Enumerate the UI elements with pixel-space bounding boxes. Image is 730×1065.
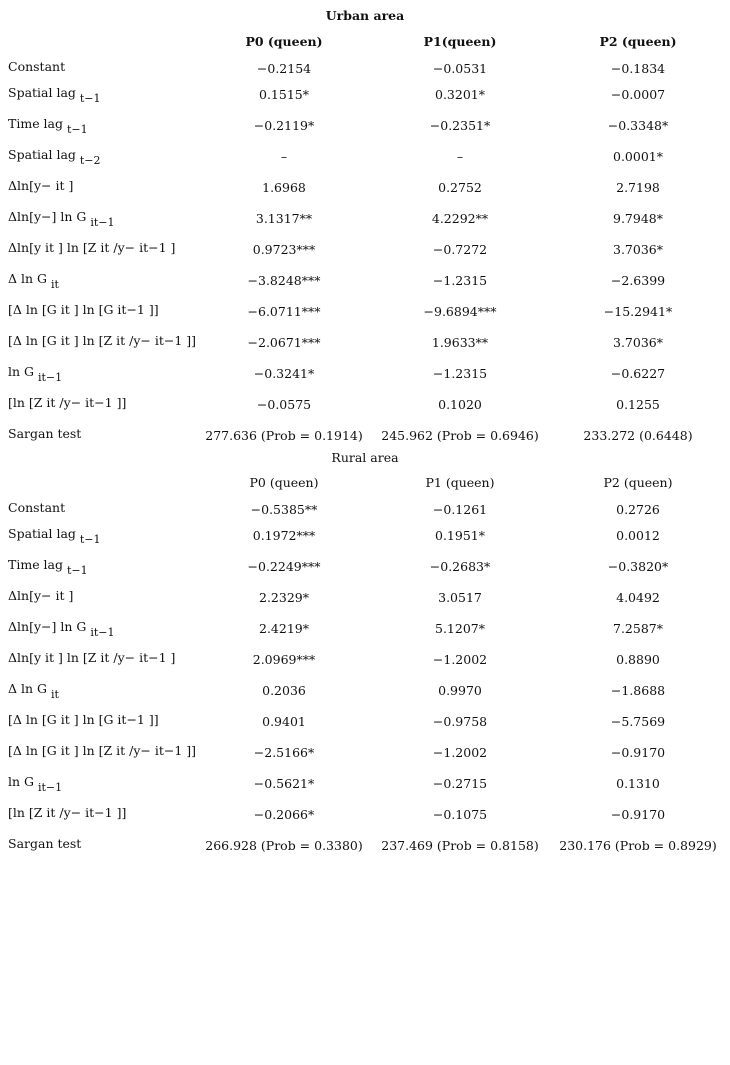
table-cell: 2.2329* [259, 590, 309, 605]
table-cell: −0.2715 [432, 776, 488, 791]
row-label [8, 650, 175, 670]
row-label-text: Sargan test [8, 836, 82, 851]
table-cell: 0.1310 [616, 776, 660, 791]
row-label-text: Δln[y−] ln G [8, 619, 91, 634]
row-label [8, 681, 59, 701]
table-cell: 0.2752 [438, 180, 482, 195]
table-cell: −0.0575 [256, 397, 312, 412]
row-label-text: Constant [8, 59, 66, 74]
table-cell: 0.1972*** [252, 528, 316, 543]
table-cell: 233.272 (0.6448) [583, 428, 693, 443]
table-cell: 3.7036* [613, 242, 663, 257]
row-label-text: Δ ln G [8, 271, 51, 286]
row-label-text: [Δ ln [G it ] ln [G it−1 ]] [8, 302, 159, 317]
table-cell: 9.7948* [613, 211, 663, 226]
table-row [0, 240, 730, 262]
row-label [8, 178, 73, 198]
row-label [8, 500, 65, 520]
table-cell: −0.9758 [432, 714, 488, 729]
row-label-subscript: it−1 [37, 781, 63, 794]
table-cell: −0.7272 [432, 242, 488, 257]
row-label [8, 774, 62, 794]
row-label [8, 526, 101, 546]
row-label [8, 333, 196, 353]
row-label-text: Δln[y−] ln G [8, 209, 91, 224]
row-label-subscript: it−1 [90, 626, 115, 639]
table-cell: 0.3201* [435, 87, 485, 102]
rural-header-p0: P0 (queen) [249, 475, 319, 490]
rural-header-p1: P1 (queen) [425, 475, 495, 490]
table-cell: −0.1075 [432, 807, 488, 822]
table-row [0, 681, 730, 703]
row-label [8, 712, 159, 732]
rural-header-p2: P2 (queen) [603, 475, 673, 490]
table-cell: 2.4219* [259, 621, 309, 636]
table-row [0, 59, 730, 81]
row-label [8, 59, 65, 79]
table-row [0, 333, 730, 355]
table-cell: – [280, 149, 288, 164]
row-label [8, 743, 196, 763]
row-label-text: Sargan test [8, 426, 82, 441]
row-label [8, 619, 114, 639]
table-cell: 1.9633** [431, 335, 489, 350]
table-row [0, 147, 730, 169]
table-cell: 245.962 (Prob = 0.6946) [381, 428, 539, 443]
row-label-subscript: t−1 [66, 564, 88, 577]
table-cell: −0.5385** [250, 502, 318, 517]
table-cell: −1.2002 [432, 745, 488, 760]
table-row [0, 116, 730, 138]
table-cell: −1.2315 [432, 366, 488, 381]
table-cell: 0.9401 [262, 714, 306, 729]
table-cell: 3.1317** [255, 211, 313, 226]
table-cell: 237.469 (Prob = 0.8158) [381, 838, 539, 853]
row-label [8, 209, 114, 229]
row-label-text: Spatial lag [8, 85, 80, 100]
table-cell: 0.2036 [262, 683, 306, 698]
row-label-text: ln G [8, 774, 38, 789]
table-cell: −0.9170 [610, 745, 666, 760]
table-cell: −0.2119* [253, 118, 315, 133]
table-cell: −0.2683* [429, 559, 491, 574]
table-cell: −2.0671*** [247, 335, 321, 350]
table-row [0, 500, 730, 522]
row-label-text: Time lag [8, 116, 67, 131]
table-row [0, 364, 730, 386]
row-label-subscript: it [50, 278, 59, 291]
table-row [0, 650, 730, 672]
table-cell: −3.8248*** [247, 273, 321, 288]
table-cell: −1.2315 [432, 273, 488, 288]
table-cell: −0.2351* [429, 118, 491, 133]
table-cell: 4.0492 [616, 590, 660, 605]
row-label-subscript: t−1 [79, 92, 101, 105]
table-row [0, 426, 730, 448]
table-cell: 4.2292** [431, 211, 489, 226]
table-cell: 277.636 (Prob = 0.1914) [205, 428, 363, 443]
row-label-subscript: it [50, 688, 59, 701]
row-label [8, 364, 62, 384]
table-cell: −0.5621* [253, 776, 315, 791]
row-label [8, 426, 81, 446]
table-cell: −2.5166* [253, 745, 315, 760]
table-row [0, 209, 730, 231]
row-label-subscript: it−1 [37, 371, 63, 384]
table-cell: 0.0001* [613, 149, 663, 164]
row-label [8, 302, 159, 322]
row-label [8, 805, 126, 825]
table-cell: 3.0517 [438, 590, 482, 605]
row-label [8, 836, 81, 856]
table-cell: −9.6894*** [423, 304, 497, 319]
urban-header-p2: P2 (queen) [599, 34, 677, 49]
table-cell: −0.1834 [610, 61, 666, 76]
table-cell: −5.7569 [610, 714, 666, 729]
row-label-text: ln G [8, 364, 38, 379]
table-cell: −0.9170 [610, 807, 666, 822]
table-row [0, 271, 730, 293]
table-row [0, 743, 730, 765]
table-cell: −0.2154 [256, 61, 312, 76]
urban-header-p1: P1(queen) [423, 34, 497, 49]
table-cell: −0.3348* [607, 118, 669, 133]
row-label [8, 588, 73, 608]
table-row [0, 178, 730, 200]
row-label [8, 85, 101, 105]
table-cell: 0.8890 [616, 652, 660, 667]
table-row [0, 557, 730, 579]
row-label [8, 116, 88, 136]
table-row [0, 619, 730, 641]
table-cell: 0.1515* [259, 87, 309, 102]
table-cell: −15.2941* [603, 304, 673, 319]
row-label [8, 271, 59, 291]
table-cell: 0.9723*** [252, 242, 316, 257]
table-cell: 266.928 (Prob = 0.3380) [205, 838, 363, 853]
table-cell: −0.2249*** [247, 559, 321, 574]
table-cell: −2.6399 [610, 273, 666, 288]
urban-area-title: Urban area [325, 8, 405, 23]
row-label-text: [Δ ln [G it ] ln [Z it /y− it−1 ]] [8, 743, 197, 758]
row-label-text: Constant [8, 500, 66, 515]
row-label-text: Spatial lag [8, 526, 80, 541]
table-row [0, 774, 730, 796]
table-row [0, 302, 730, 324]
row-label-text: Time lag [8, 557, 67, 572]
table-cell: 230.176 (Prob = 0.8929) [559, 838, 717, 853]
table-cell: −1.8688 [610, 683, 666, 698]
urban-header-p0: P0 (queen) [245, 34, 323, 49]
row-label-subscript: t−2 [79, 154, 101, 167]
table-cell: −0.3241* [253, 366, 315, 381]
row-label-text: [ln [Z it /y− it−1 ]] [8, 395, 127, 410]
table-row [0, 836, 730, 858]
row-label-text: Δln[y− it ] [8, 178, 74, 193]
table-cell: −0.3820* [607, 559, 669, 574]
row-label-text: [Δ ln [G it ] ln [G it−1 ]] [8, 712, 159, 727]
table-cell: 0.1951* [435, 528, 485, 543]
row-label [8, 395, 126, 415]
row-label [8, 147, 101, 167]
row-label [8, 240, 175, 260]
table-cell: −1.2002 [432, 652, 488, 667]
row-label-subscript: it−1 [90, 216, 115, 229]
table-cell: −0.6227 [610, 366, 666, 381]
row-label-subscript: t−1 [79, 533, 101, 546]
table-row [0, 712, 730, 734]
row-label-subscript: t−1 [66, 123, 88, 136]
table-cell: 0.1255 [616, 397, 660, 412]
row-label-text: Δln[y− it ] [8, 588, 74, 603]
table-row [0, 526, 730, 548]
table-row [0, 588, 730, 610]
table-cell: 0.0012 [616, 528, 660, 543]
table-cell: −0.2066* [253, 807, 315, 822]
table-cell: 0.9970 [438, 683, 482, 698]
table-cell: 3.7036* [613, 335, 663, 350]
table-row [0, 805, 730, 827]
table-cell: – [456, 149, 464, 164]
row-label-text: [ln [Z it /y− it−1 ]] [8, 805, 127, 820]
table-cell: −0.1261 [432, 502, 488, 517]
row-label [8, 557, 88, 577]
table-cell: 5.1207* [435, 621, 485, 636]
table-cell: 2.7198 [616, 180, 660, 195]
table-cell: 0.1020 [438, 397, 482, 412]
rural-area-title: Rural area [331, 450, 399, 465]
table-cell: 0.2726 [616, 502, 660, 517]
table-cell: 7.2587* [613, 621, 663, 636]
table-row [0, 395, 730, 417]
table-cell: 2.0969*** [252, 652, 316, 667]
row-label-text: Δln[y it ] ln [Z it /y− it−1 ] [8, 240, 176, 255]
table-row [0, 85, 730, 107]
row-label-text: Spatial lag [8, 147, 80, 162]
table-cell: −6.0711*** [247, 304, 321, 319]
row-label-text: Δ ln G [8, 681, 51, 696]
row-label-text: Δln[y it ] ln [Z it /y− it−1 ] [8, 650, 176, 665]
table-cell: −0.0531 [432, 61, 488, 76]
row-label-text: [Δ ln [G it ] ln [Z it /y− it−1 ]] [8, 333, 197, 348]
table-cell: 1.6968 [262, 180, 306, 195]
table-cell: −0.0007 [610, 87, 666, 102]
